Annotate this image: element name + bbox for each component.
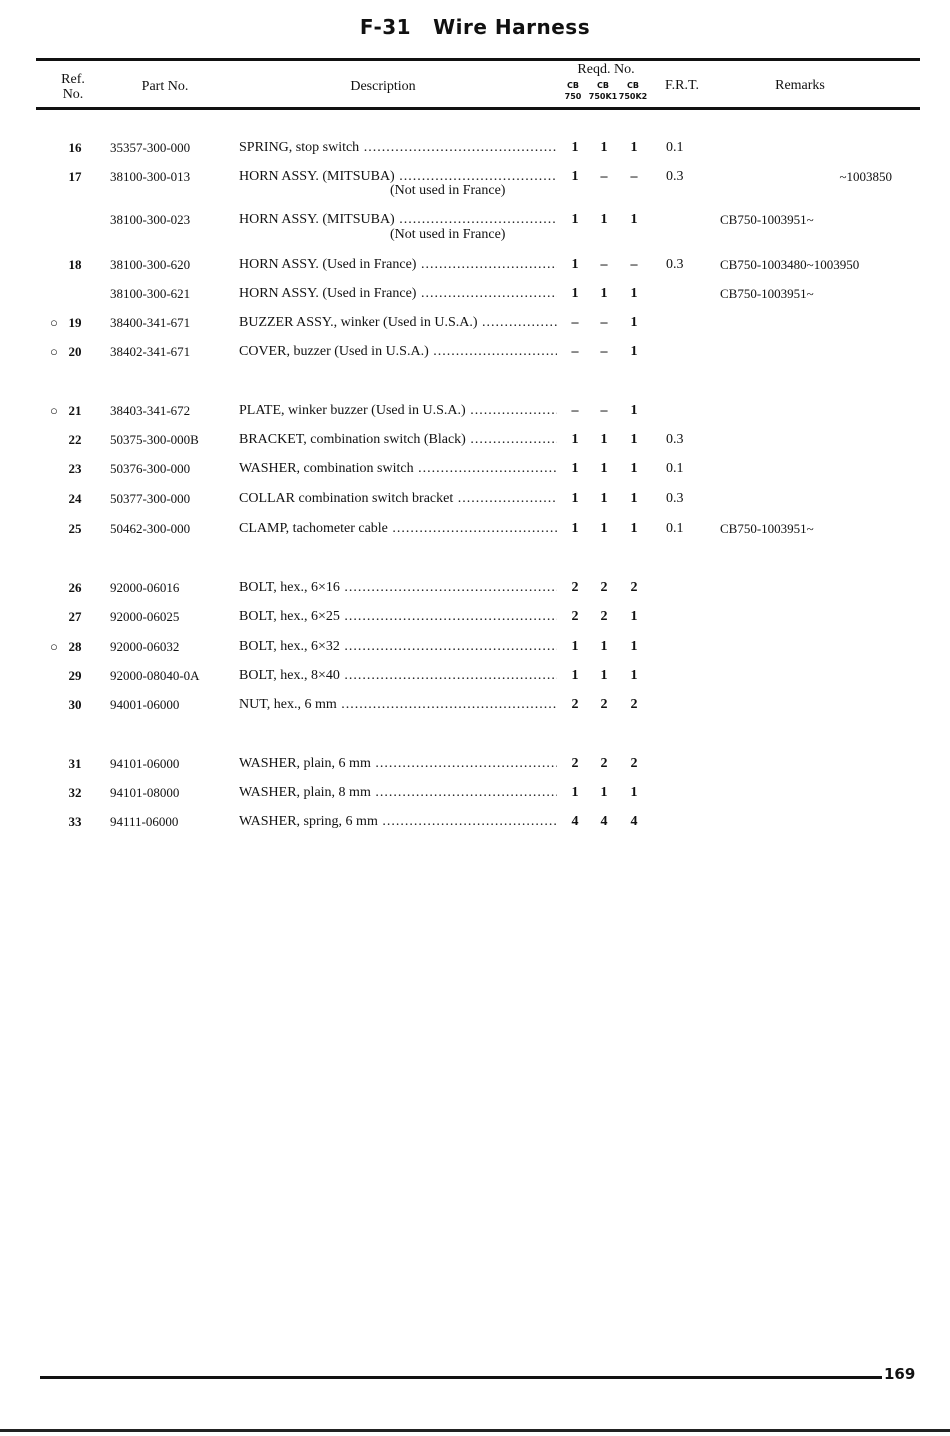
row-qty-750k2: – xyxy=(630,169,638,184)
header-frt: F.R.T. xyxy=(664,78,699,93)
row-part-no: 38100-300-023 xyxy=(110,212,191,227)
row-description: PLATE, winker buzzer (Used in U.S.A.) ..... xyxy=(239,403,557,419)
row-qty-750k1: – xyxy=(600,315,608,330)
row-qty-750k2: 1 xyxy=(630,785,638,800)
row-qty-750k2: – xyxy=(630,257,638,272)
row-ref: 24 xyxy=(68,491,82,506)
table-row xyxy=(0,461,950,479)
header-top-rule xyxy=(36,58,920,61)
row-qty-750k2: 1 xyxy=(630,639,638,654)
header-bottom-rule xyxy=(36,107,920,110)
row-mark: ○ xyxy=(50,315,58,330)
row-qty-750k1: 2 xyxy=(600,580,608,595)
row-qty-750k2: 2 xyxy=(630,697,638,712)
row-description: HORN ASSY. (MITSUBA) ..... xyxy=(239,169,557,185)
row-qty-750: 2 xyxy=(571,697,579,712)
row-description: BOLT, hex., 6×16 ..... xyxy=(239,580,557,596)
row-part-no: 38100-300-013 xyxy=(110,169,191,184)
row-remarks: CB750-1003951~ xyxy=(720,521,814,536)
row-qty-750k1: 1 xyxy=(600,140,608,155)
table-row xyxy=(0,521,950,539)
model-bottom: 750K1 xyxy=(588,92,618,101)
model-bottom: 750K2 xyxy=(618,92,648,101)
row-ref: 23 xyxy=(68,461,82,476)
footer-rule xyxy=(40,1376,882,1379)
table-row xyxy=(0,580,950,598)
row-description: WASHER, spring, 6 mm ..... xyxy=(239,814,557,830)
row-part-no: 38100-300-620 xyxy=(110,257,191,272)
row-ref: 20 xyxy=(68,344,82,359)
row-description: SPRING, stop switch ..... xyxy=(239,140,557,156)
row-qty-750k2: 2 xyxy=(630,580,638,595)
row-qty-750k1: – xyxy=(600,169,608,184)
row-qty-750: 1 xyxy=(571,785,579,800)
row-qty-750k2: 1 xyxy=(630,140,638,155)
row-qty-750k2: 1 xyxy=(630,491,638,506)
table-row xyxy=(0,756,950,774)
row-qty-750k2: 1 xyxy=(630,521,638,536)
section-title: Wire Harness xyxy=(433,15,591,39)
row-qty-750k1: 1 xyxy=(600,461,608,476)
row-part-no: 38402-341-671 xyxy=(110,344,191,359)
row-description: COVER, buzzer (Used in U.S.A.) ..... xyxy=(239,344,557,360)
row-frt: 0.3 xyxy=(666,432,684,447)
table-row xyxy=(0,668,950,686)
row-frt: 0.1 xyxy=(666,521,684,536)
row-mark: ○ xyxy=(50,403,58,418)
row-qty-750: 2 xyxy=(571,580,579,595)
row-qty-750k2: 1 xyxy=(630,609,638,624)
row-qty-750k1: 2 xyxy=(600,756,608,771)
page-number: 169 xyxy=(884,1365,916,1383)
row-qty-750: 1 xyxy=(571,257,579,272)
row-remarks: ~1003850 xyxy=(839,169,892,184)
row-frt: 0.1 xyxy=(666,461,684,476)
model-bottom: 750 xyxy=(564,92,582,101)
row-part-no: 38100-300-621 xyxy=(110,286,191,301)
row-qty-750k1: 1 xyxy=(600,212,608,227)
row-ref: 22 xyxy=(68,432,82,447)
table-row xyxy=(0,491,950,509)
row-qty-750k1: 1 xyxy=(600,286,608,301)
row-qty-750: – xyxy=(571,344,579,359)
row-frt: 0.3 xyxy=(666,169,684,184)
row-description: BRACKET, combination switch (Black) ..... xyxy=(239,432,557,448)
row-frt: 0.1 xyxy=(666,140,684,155)
row-frt: 0.3 xyxy=(666,257,684,272)
row-qty-750: 2 xyxy=(571,609,579,624)
row-qty-750k2: 2 xyxy=(630,756,638,771)
table-row xyxy=(0,432,950,450)
row-qty-750k2: 1 xyxy=(630,668,638,683)
header-reqd-no: Reqd. No. xyxy=(577,62,635,77)
row-description: HORN ASSY. (Used in France) ..... xyxy=(239,286,557,302)
row-part-no: 92000-06025 xyxy=(110,609,180,624)
row-ref: 32 xyxy=(68,785,82,800)
row-qty-750k2: 1 xyxy=(630,344,638,359)
row-ref: 19 xyxy=(68,315,82,330)
table-row xyxy=(0,785,950,803)
row-part-no: 92000-08040-0A xyxy=(110,668,200,683)
row-qty-750k1: 1 xyxy=(600,491,608,506)
row-ref: 27 xyxy=(68,609,82,624)
row-part-no: 35357-300-000 xyxy=(110,140,191,155)
row-qty-750: 1 xyxy=(571,461,579,476)
table-row xyxy=(0,697,950,715)
table-row xyxy=(0,639,950,657)
row-ref: 17 xyxy=(68,169,82,184)
table-row xyxy=(0,315,950,333)
table-row xyxy=(0,344,950,362)
row-part-no: 94101-08000 xyxy=(110,785,180,800)
row-qty-750k2: 1 xyxy=(630,286,638,301)
table-row xyxy=(0,814,950,832)
table-row xyxy=(0,403,950,421)
row-description: HORN ASSY. (MITSUBA) ..... xyxy=(239,212,557,228)
row-qty-750: 2 xyxy=(571,756,579,771)
header-ref-line2: No. xyxy=(62,87,84,102)
row-part-no: 92000-06032 xyxy=(110,639,180,654)
row-qty-750: 1 xyxy=(571,491,579,506)
row-qty-750k2: 1 xyxy=(630,432,638,447)
row-remarks: CB750-1003951~ xyxy=(720,212,814,227)
row-qty-750: 1 xyxy=(571,286,579,301)
model-top: CB xyxy=(597,81,609,90)
row-qty-750: 1 xyxy=(571,521,579,536)
table-row xyxy=(0,609,950,627)
row-part-no: 92000-06016 xyxy=(110,580,180,595)
row-note: (Not used in France) xyxy=(390,183,506,198)
row-qty-750: 4 xyxy=(571,814,579,829)
table-row xyxy=(0,286,950,304)
row-qty-750: – xyxy=(571,315,579,330)
row-remarks: CB750-1003480~1003950 xyxy=(720,257,860,272)
row-qty-750k1: 1 xyxy=(600,639,608,654)
row-ref: 33 xyxy=(68,814,82,829)
row-qty-750k2: 1 xyxy=(630,315,638,330)
row-qty-750: 1 xyxy=(571,169,579,184)
row-qty-750k1: 1 xyxy=(600,432,608,447)
row-description: BOLT, hex., 6×25 ..... xyxy=(239,609,557,625)
row-qty-750: – xyxy=(571,403,579,418)
row-part-no: 50462-300-000 xyxy=(110,521,191,536)
header-part-no: Part No. xyxy=(141,79,189,94)
header-description: Description xyxy=(350,79,416,94)
row-qty-750k1: 2 xyxy=(600,609,608,624)
scan-edge-line xyxy=(0,1429,950,1432)
row-qty-750k2: 1 xyxy=(630,461,638,476)
page-title xyxy=(0,15,950,39)
row-qty-750: 1 xyxy=(571,140,579,155)
header-ref-no xyxy=(44,72,102,102)
row-qty-750k2: 4 xyxy=(630,814,638,829)
section-code: F-31 xyxy=(359,15,412,39)
row-qty-750k1: 1 xyxy=(600,785,608,800)
row-description: BOLT, hex., 6×32 ..... xyxy=(239,639,557,655)
header-models xyxy=(558,80,652,102)
row-ref: 28 xyxy=(68,639,82,654)
row-part-no: 38403-341-672 xyxy=(110,403,191,418)
row-qty-750k1: 4 xyxy=(600,814,608,829)
row-ref: 18 xyxy=(68,257,82,272)
row-qty-750k1: 2 xyxy=(600,697,608,712)
row-part-no: 50375-300-000B xyxy=(110,432,199,447)
row-mark: ○ xyxy=(50,344,58,359)
row-ref: 26 xyxy=(68,580,82,595)
row-description: WASHER, plain, 8 mm ..... xyxy=(239,785,557,801)
header-ref-line1: Ref. xyxy=(61,72,85,87)
row-part-no: 94001-06000 xyxy=(110,697,180,712)
row-qty-750k1: 1 xyxy=(600,521,608,536)
row-mark: ○ xyxy=(50,639,58,654)
row-description: COLLAR combination switch bracket ..... xyxy=(239,491,557,507)
model-top: CB xyxy=(627,81,639,90)
row-qty-750k1: – xyxy=(600,403,608,418)
row-part-no: 94111-06000 xyxy=(110,814,179,829)
row-description: WASHER, plain, 6 mm ..... xyxy=(239,756,557,772)
row-frt: 0.3 xyxy=(666,491,684,506)
row-qty-750: 1 xyxy=(571,212,579,227)
row-ref: 25 xyxy=(68,521,82,536)
row-qty-750k2: 1 xyxy=(630,212,638,227)
row-qty-750: 1 xyxy=(571,432,579,447)
row-ref: 31 xyxy=(68,756,82,771)
row-remarks: CB750-1003951~ xyxy=(720,286,814,301)
row-description: WASHER, combination switch ..... xyxy=(239,461,557,477)
row-ref: 30 xyxy=(68,697,82,712)
row-ref: 29 xyxy=(68,668,82,683)
row-description: BUZZER ASSY., winker (Used in U.S.A.) ..... xyxy=(239,315,557,331)
row-qty-750k2: 1 xyxy=(630,403,638,418)
row-qty-750k1: – xyxy=(600,257,608,272)
header-remarks: Remarks xyxy=(775,78,825,93)
row-description: NUT, hex., 6 mm ..... xyxy=(239,697,557,713)
row-qty-750k1: 1 xyxy=(600,668,608,683)
table-row xyxy=(0,257,950,275)
row-note: (Not used in France) xyxy=(390,227,506,242)
row-description: CLAMP, tachometer cable ..... xyxy=(239,521,557,537)
row-ref: 21 xyxy=(68,403,82,418)
row-qty-750k1: – xyxy=(600,344,608,359)
row-part-no: 94101-06000 xyxy=(110,756,180,771)
row-qty-750: 1 xyxy=(571,668,579,683)
row-description: BOLT, hex., 8×40 ..... xyxy=(239,668,557,684)
row-qty-750: 1 xyxy=(571,639,579,654)
table-row xyxy=(0,140,950,158)
model-top: CB xyxy=(567,81,579,90)
row-ref: 16 xyxy=(68,140,82,155)
row-description: HORN ASSY. (Used in France) ..... xyxy=(239,257,557,273)
row-part-no: 50377-300-000 xyxy=(110,491,191,506)
row-part-no: 50376-300-000 xyxy=(110,461,191,476)
row-part-no: 38400-341-671 xyxy=(110,315,191,330)
